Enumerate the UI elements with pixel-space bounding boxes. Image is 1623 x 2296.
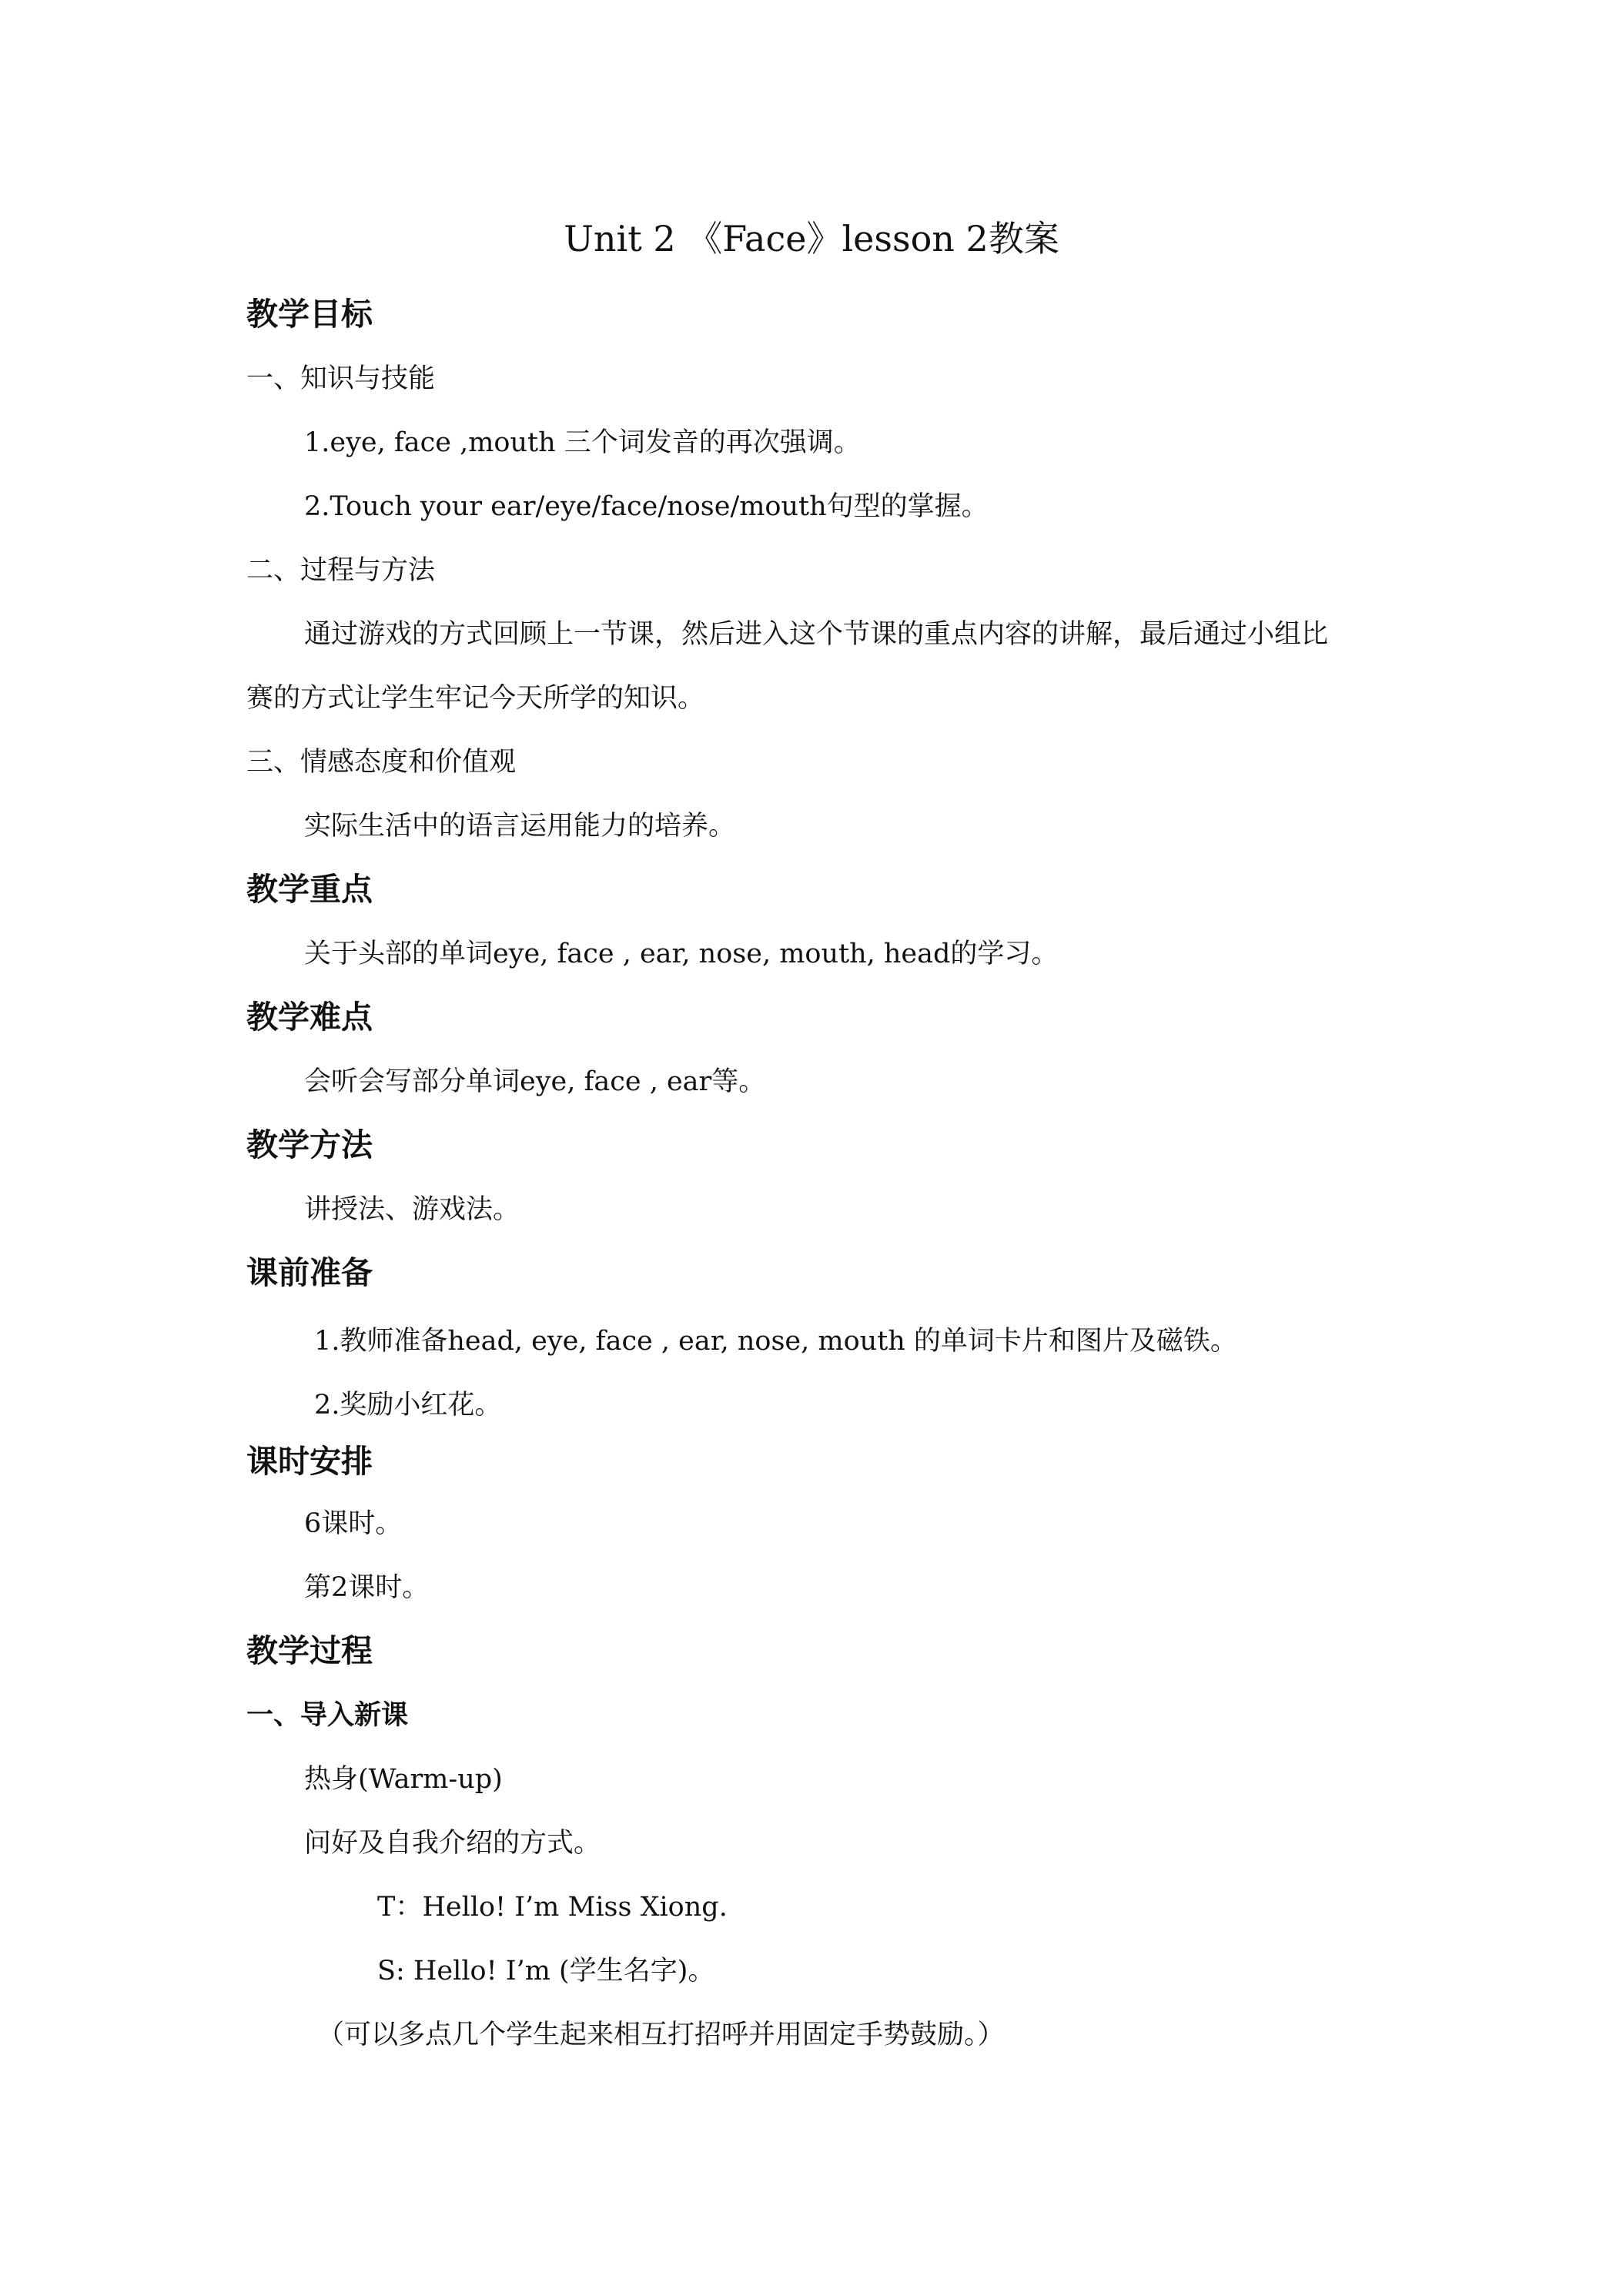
emotion-text: 实际生活中的语言运用能力的培养。	[304, 811, 736, 842]
procedure-note: （可以多点几个学生起来相互打招呼并用固定手势鼓励。）	[317, 2020, 1005, 2050]
warmup-text: 热身(Warm-up)	[304, 1764, 503, 1795]
difficulties-text: 会听会写部分单词eye, face , ear等。	[304, 1066, 766, 1097]
dialogue-line-student: S: Hello! I’m (学生名字)。	[377, 1956, 715, 1986]
subheading-knowledge: 一、知识与技能	[246, 363, 436, 394]
key-points-text: 关于头部的单词eye, face , ear, nose, mouth, head的学习。	[304, 939, 1059, 969]
heading-schedule: 课时安排	[246, 1443, 373, 1480]
schedule-item-1: 6课时。	[304, 1508, 403, 1539]
heading-objectives: 教学目标	[246, 296, 373, 333]
heading-difficulties: 教学难点	[246, 999, 373, 1036]
dialogue-line-teacher: T：Hello! I’m Miss Xiong.	[377, 1892, 728, 1923]
schedule-item-2: 第2课时。	[304, 1572, 430, 1603]
process-text-line-2: 赛的方式让学生牢记今天所学的知识。	[246, 683, 705, 714]
heading-preparation: 课前准备	[246, 1254, 373, 1291]
subheading-process: 二、过程与方法	[246, 555, 436, 586]
knowledge-item-2: 2.Touch your ear/eye/face/nose/mouth句型的掌握。	[304, 491, 989, 522]
knowledge-item-1: 1.eye, face ,mouth 三个词发音的再次强调。	[304, 427, 861, 458]
document-title: Unit 2 《Face》lesson 2教案	[564, 218, 1059, 259]
methods-text: 讲授法、游戏法。	[304, 1194, 520, 1225]
subheading-emotion: 三、情感态度和价值观	[246, 747, 517, 778]
heading-key-points: 教学重点	[246, 871, 373, 908]
subheading-step-1: 一、导入新课	[246, 1700, 409, 1731]
heading-procedure: 教学过程	[246, 1632, 373, 1669]
preparation-item-1: 1.教师准备head, eye, face , ear, nose, mouth 的单词卡片和图片及磁铁。	[314, 1326, 1237, 1357]
greeting-text: 问好及自我介绍的方式。	[304, 1828, 601, 1859]
heading-methods: 教学方法	[246, 1126, 373, 1163]
process-text-line-1: 通过游戏的方式回顾上一节课，然后进入这个节课的重点内容的讲解，最后通过小组比	[304, 619, 1329, 650]
preparation-item-2: 2.奖励小红花。	[314, 1390, 502, 1421]
